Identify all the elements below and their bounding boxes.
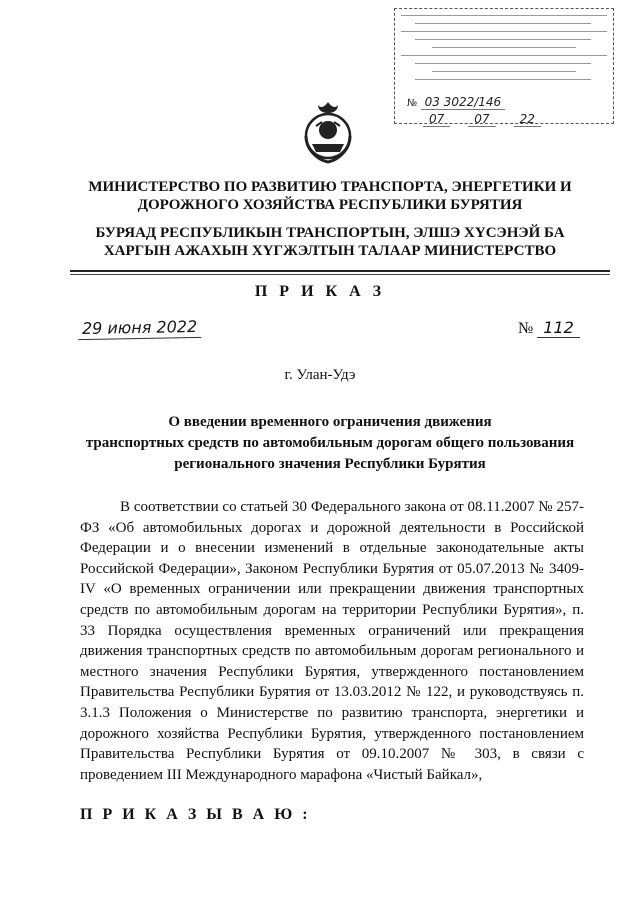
handwritten-date: 29 июня 2022 xyxy=(78,317,202,340)
stamp-text-line xyxy=(415,23,590,28)
stamp-text-line xyxy=(401,31,607,36)
ministry-ru-line-1: МИНИСТЕРСТВО ПО РАЗВИТИЮ ТРАНСПОРТА, ЭНЕРГЕТИКИ И xyxy=(88,179,572,195)
stamp-text-line xyxy=(401,15,607,20)
registration-stamp xyxy=(394,8,614,124)
document-number xyxy=(518,318,580,338)
stamp-text-line xyxy=(415,39,590,44)
coat-of-arms-icon xyxy=(300,100,356,166)
number-label: № xyxy=(518,320,534,337)
stamp-number-prefix: № xyxy=(407,98,418,109)
stamp-date xyxy=(423,112,603,127)
header-divider-thin xyxy=(70,274,610,275)
body-paragraph xyxy=(80,497,584,785)
title-line-1: О введении временного ограничения движения xyxy=(168,414,492,430)
stamp-text-line xyxy=(415,63,590,68)
title-line-3: регионального значения Республики Бурятия xyxy=(174,456,486,472)
handwritten-number: 112 xyxy=(537,318,580,338)
stamp-registration-number xyxy=(407,95,607,109)
header-divider xyxy=(70,270,610,272)
stamp-text-line xyxy=(401,55,607,60)
order-heading: П Р И К А З Ы В А Ю : xyxy=(80,806,311,823)
ministry-bu-line-2: ХАРГЫН АЖАХЫН ХҮГЖЭЛТЫН ТАЛААР МИНИСТЕРСТВО xyxy=(103,243,557,259)
title-line-2: транспортных средств по автомобильным дорогам общего пользования xyxy=(85,435,575,451)
city-line: г. Улан-Удэ xyxy=(284,367,356,383)
ministry-ru-line-2: ДОРОЖНОГО ХОЗЯЙСТВА РЕСПУБЛИКИ БУРЯТИЯ xyxy=(137,197,523,213)
document-title xyxy=(70,412,590,475)
stamp-year: 22 xyxy=(514,112,541,127)
document-type-heading: П Р И К А З xyxy=(254,283,386,300)
stamp-text-line xyxy=(432,71,576,76)
stamp-text-line xyxy=(415,79,590,84)
body-paragraph-text: В соответствии со статьей 30 Федерального закона от 08.11.2007 № 257-ФЗ «Об автомобильных дорогах и дорожной деятельности в Российской Федерации и о внесении изменений в отдельные законодательные акты Российской Федерации», Законом Республики Бурятия от 05.07.2013 № 3409-IV «О временных ограничении или прекращении движения транспортных средств по автомобильным дорогам на территории Республики Бурятия», п. 33 Порядка осуществления временных ограничений или прекращения движения транспортных средств по автомобильным дорогам регионального и местного значения Республики Бурятия, утвержденного постановлением Правительства Республики Бурятия от 13.03.2012 № 122, и руководствуясь п. 3.1.3 Положения о Министерстве по развитию транспорта, энергетики и дорожного хозяйства Республики Бурятия, утвержденного постановлением Правительства Республики Бурятия от 09.10.2007 № 303, в связи с проведением III Международного марафона «Чистый Байкал», xyxy=(80,499,584,783)
ministry-name-russian xyxy=(80,178,580,214)
ministry-name-buryat xyxy=(80,224,580,260)
stamp-day: 07 xyxy=(423,112,450,127)
ministry-bu-line-1: БУРЯАД РЕСПУБЛИКЫН ТРАНСПОРТЫН, ЭЛШЭ ХҮСЭНЭЙ БА xyxy=(95,225,565,241)
stamp-number-value: 03 3022/146 xyxy=(421,95,506,110)
stamp-month: 07 xyxy=(468,112,495,127)
stamp-text-line xyxy=(432,47,576,52)
